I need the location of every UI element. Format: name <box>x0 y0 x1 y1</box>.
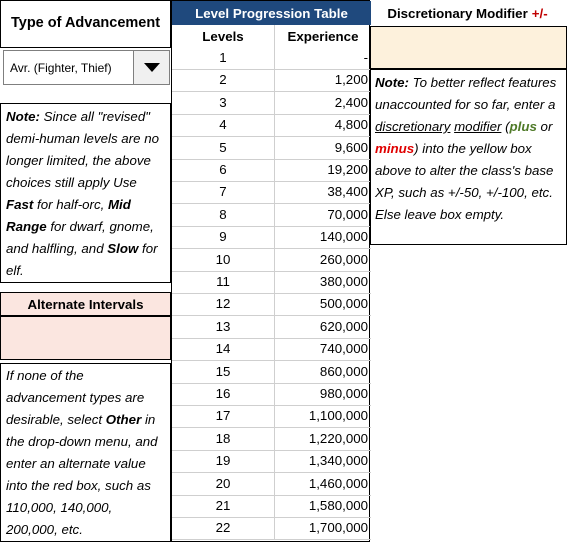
experience-cell: 500,000 <box>319 296 368 312</box>
experience-cell: 740,000 <box>319 341 368 357</box>
discretionary-modifier-input[interactable] <box>370 26 567 69</box>
alternate-intervals-header: Alternate Intervals <box>0 292 171 316</box>
experience-cell: 1,100,000 <box>308 408 368 424</box>
alternate-interval-input[interactable] <box>0 316 171 360</box>
table-title: Level Progression Table <box>172 1 371 25</box>
table-row <box>172 428 371 451</box>
column-header-levels: Levels <box>172 25 275 47</box>
level-cell: 20 <box>172 473 275 495</box>
table-row <box>172 517 371 540</box>
level-cell: 3 <box>172 92 275 114</box>
level-cell: 22 <box>172 517 275 539</box>
experience-cell: 9,600 <box>334 139 368 155</box>
experience-cell: 1,200 <box>334 72 368 88</box>
chevron-down-icon <box>144 63 160 72</box>
experience-cell: 620,000 <box>319 318 368 334</box>
level-cell: 14 <box>172 338 275 360</box>
level-cell: 16 <box>172 383 275 405</box>
experience-cell: 1,700,000 <box>308 520 368 536</box>
level-cell: 7 <box>172 181 275 203</box>
experience-cell: - <box>363 50 368 65</box>
experience-cell: 1,220,000 <box>308 430 368 446</box>
advancement-note: Note: Since all "revised" demi-human levels are no longer limited, the above choices still apply Use Fast for half-orc, Mid Range for dwarf, gnome, and halfling, and Slow for elf. <box>0 103 171 283</box>
table-row <box>172 450 371 473</box>
table-row <box>172 361 371 384</box>
level-cell: 4 <box>172 114 275 136</box>
table-row <box>172 69 371 92</box>
advancement-type-title: Type of Advancement <box>0 0 171 48</box>
level-cell: 2 <box>172 69 275 91</box>
experience-cell: 860,000 <box>319 363 368 379</box>
experience-cell: 70,000 <box>327 206 368 222</box>
table-row <box>172 47 371 70</box>
advancement-type-dropdown[interactable] <box>3 50 170 85</box>
table-row <box>172 495 371 518</box>
level-progression-table <box>171 0 370 542</box>
experience-cell: 1,340,000 <box>308 453 368 469</box>
experience-cell: 1,460,000 <box>308 475 368 491</box>
level-cell: 13 <box>172 316 275 338</box>
experience-cell: 2,400 <box>334 94 368 110</box>
dropdown-arrow-button[interactable] <box>133 51 169 84</box>
level-cell: 10 <box>172 249 275 271</box>
level-cell: 6 <box>172 159 275 181</box>
table-row <box>172 293 371 316</box>
experience-cell: 1,580,000 <box>308 498 368 513</box>
level-cell: 1 <box>172 47 275 69</box>
discretionary-modifier-title: Discretionary Modifier +/- <box>387 5 548 21</box>
experience-cell: 38,400 <box>327 184 368 200</box>
table-row <box>172 383 371 406</box>
experience-cell: 19,200 <box>327 162 368 177</box>
level-cell: 19 <box>172 450 275 472</box>
table-row <box>172 405 371 428</box>
table-row <box>172 271 371 294</box>
modifier-note: Note: To better reflect features unaccounted for so far, enter a discretionary modifier (plus or minus) into the yellow box above to alter the class's base XP, such as +/-50, +/-100, etc. Else leave box empty. <box>370 69 567 245</box>
experience-cell: 260,000 <box>319 251 368 267</box>
dropdown-selected-value: Avr. (Fighter, Thief) <box>10 61 112 75</box>
experience-cell: 380,000 <box>319 274 368 289</box>
table-row <box>172 226 371 249</box>
level-cell: 5 <box>172 137 275 159</box>
experience-cell: 140,000 <box>319 229 368 245</box>
table-row <box>172 249 371 272</box>
table-row <box>172 114 371 137</box>
level-cell: 11 <box>172 271 275 293</box>
level-cell: 21 <box>172 495 275 517</box>
level-cell: 18 <box>172 428 275 450</box>
table-row <box>172 316 371 339</box>
table-row <box>172 473 371 496</box>
column-header-experience: Experience <box>287 28 359 44</box>
table-row <box>172 159 371 182</box>
level-cell: 17 <box>172 405 275 427</box>
alternate-note: If none of the advancement types are desirable, select Other in the drop-down menu, and enter an alternate value into the red box, such as 110,000, 140,000, 200,000, etc. <box>0 363 171 542</box>
experience-cell: 4,800 <box>334 117 368 133</box>
table-row <box>172 181 371 204</box>
level-cell: 8 <box>172 204 275 226</box>
table-row <box>172 204 371 227</box>
table-row <box>172 92 371 115</box>
table-row <box>172 137 371 160</box>
table-row <box>172 338 371 361</box>
level-cell: 12 <box>172 293 275 315</box>
level-cell: 15 <box>172 361 275 383</box>
level-cell: 9 <box>172 226 275 248</box>
experience-cell: 980,000 <box>319 386 368 401</box>
